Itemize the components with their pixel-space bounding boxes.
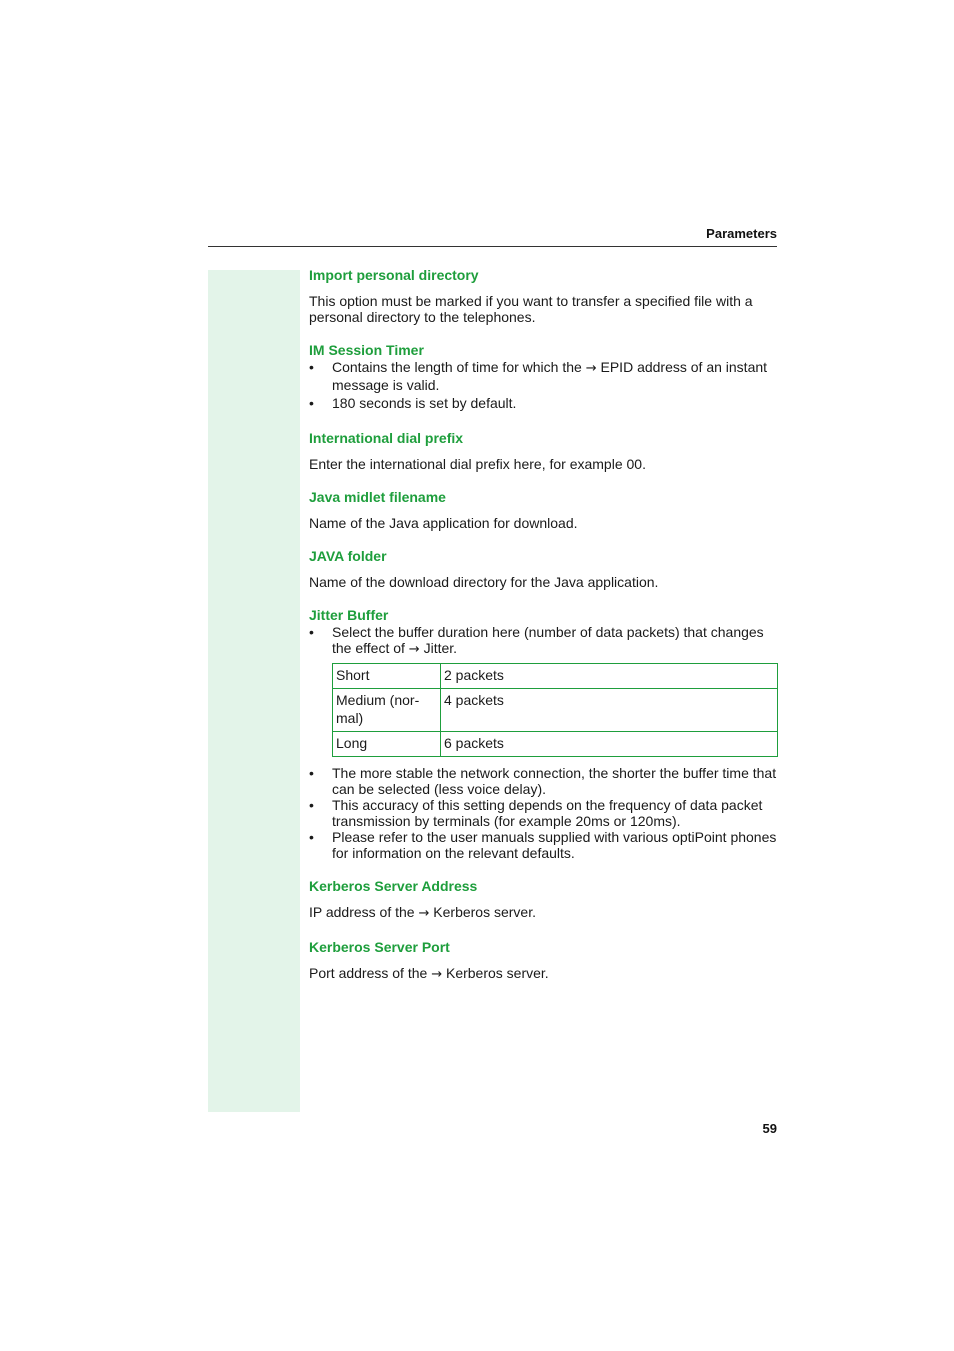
heading-im-session-timer: IM Session Timer xyxy=(309,342,424,358)
running-header: Parameters xyxy=(706,226,777,241)
table-row xyxy=(333,664,778,689)
heading-kerberos-server-address: Kerberos Server Address xyxy=(309,878,478,894)
heading-kerberos-server-port: Kerberos Server Port xyxy=(309,939,450,955)
para-international-dial-prefix: Enter the international dial prefix here, for example 00. xyxy=(309,456,646,472)
bullet-glyph: • xyxy=(309,395,314,411)
bullet-glyph: • xyxy=(309,359,314,375)
para-text: IP address of the xyxy=(309,904,419,920)
table-cell: 2 packets xyxy=(441,664,778,689)
list-item xyxy=(309,765,777,797)
jitter-buffer-table xyxy=(332,663,778,757)
bullet-glyph: • xyxy=(309,829,314,845)
margin-band xyxy=(208,270,300,1112)
arrow-icon: → xyxy=(431,967,443,982)
para-import-personal-directory: This option must be marked if you want to transfer a specified file with a personal directory to the telephones. xyxy=(309,293,753,325)
list-item-text: Contains the length of time for which the xyxy=(332,359,586,375)
list-item xyxy=(309,359,777,393)
bullet-glyph: • xyxy=(309,624,314,640)
table-row xyxy=(333,689,778,732)
heading-import-personal-directory: Import personal directory xyxy=(309,267,479,283)
list-item xyxy=(309,797,777,829)
arrow-icon: → xyxy=(585,361,597,376)
heading-jitter-buffer: Jitter Buffer xyxy=(309,607,389,623)
list-item-text: Please refer to the user manuals supplied with various optiPoint phones for information on the relevant defaults. xyxy=(332,829,777,861)
heading-java-folder: JAVA folder xyxy=(309,548,387,564)
para-kerberos-server-address xyxy=(309,904,777,922)
bullet-glyph: • xyxy=(309,797,314,813)
heading-java-midlet-filename: Java midlet filename xyxy=(309,489,446,505)
list-item-text: EPID address of an instant message is valid. xyxy=(332,359,768,393)
list-jitter-notes xyxy=(309,765,777,861)
list-item-text: This accuracy of this setting depends on the frequency of data packet transmission by terminals (for example 20ms or 120ms). xyxy=(332,797,763,829)
para-text: Kerberos server. xyxy=(442,965,549,981)
arrow-icon: → xyxy=(408,642,420,657)
list-item-text: Jitter. xyxy=(419,640,458,656)
list-im-session-timer xyxy=(309,359,777,411)
list-jitter-buffer xyxy=(309,624,777,658)
para-text: Kerberos server. xyxy=(429,904,536,920)
arrow-icon: → xyxy=(418,906,430,921)
para-java-midlet-filename: Name of the Java application for download. xyxy=(309,515,578,531)
page-number: 59 xyxy=(762,1121,777,1136)
table-cell: Long xyxy=(333,732,441,757)
para-kerberos-server-port xyxy=(309,965,777,983)
list-item xyxy=(309,829,777,861)
list-item xyxy=(309,624,777,658)
para-text: Port address of the xyxy=(309,965,432,981)
bullet-glyph: • xyxy=(309,765,314,781)
list-item-text: The more stable the network connection, the shorter the buffer time that can be selected (less voice delay). xyxy=(332,765,777,797)
list-item-text: Select the buffer duration here (number of data packets) that changes the effect of xyxy=(332,624,764,656)
para-java-folder: Name of the download directory for the Java application. xyxy=(309,574,659,590)
table-cell: 6 packets xyxy=(441,732,778,757)
table-cell: Short xyxy=(333,664,441,689)
header-rule xyxy=(208,246,777,247)
table-row xyxy=(333,732,778,757)
table-cell: Medium (nor- mal) xyxy=(333,689,441,732)
heading-international-dial-prefix: International dial prefix xyxy=(309,430,464,446)
main-content xyxy=(309,266,777,983)
table-cell: 4 packets xyxy=(441,689,778,732)
list-item-text: 180 seconds is set by default. xyxy=(332,395,517,411)
list-item xyxy=(309,395,777,411)
